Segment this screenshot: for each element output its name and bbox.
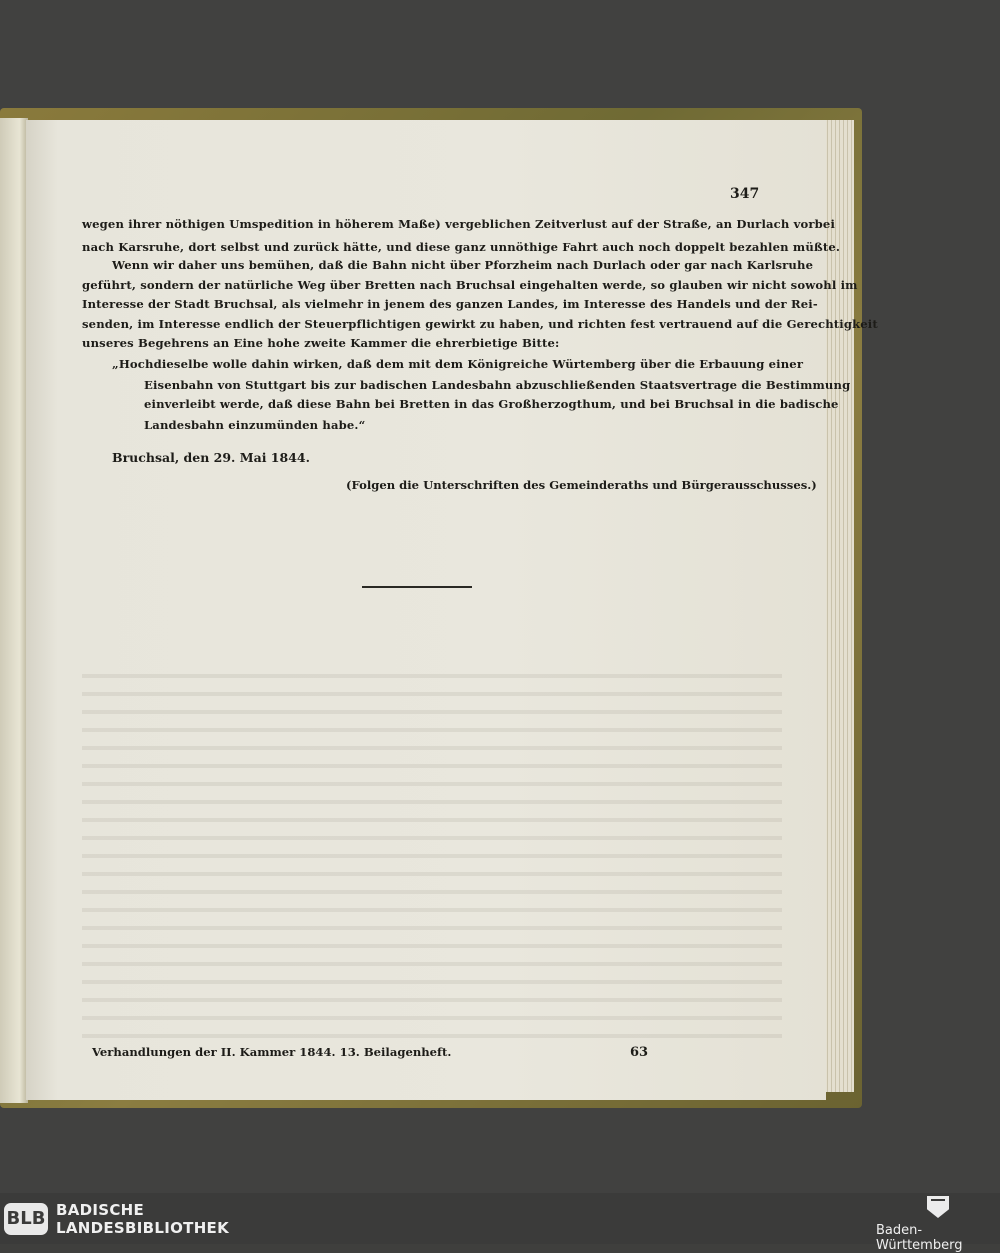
viewer-footer-bar [0,1193,1000,1244]
dateline: Bruchsal, den 29. Mai 1844. [112,450,310,465]
footer-citation: Verhandlungen der II. Kammer 1844. 13. Beilagenheft. [92,1045,452,1059]
signature-note: (Folgen die Unterschriften des Gemeinderaths und Bürgerausschusses.) [346,478,817,492]
region-label: Baden-Württemberg [876,1223,963,1253]
institution-name-line1: BADISCHE [56,1201,145,1219]
petition-line: Eisenbahn von Stuttgart bis zur badischen Landesbahn abzuschließenden Staatsvertrage die Bestimmung [144,378,851,392]
text-line: unseres Begehrens an Eine hohe zweite Kammer die ehrerbietige Bitte: [82,336,560,350]
section-rule [362,586,472,588]
crest-detail-icon [931,1199,945,1213]
text-line: Interesse der Stadt Bruchsal, als vielmehr in jenem des ganzen Landes, im Interesse des Handels und der Rei- [82,297,818,311]
text-line: nach Karsruhe, dort selbst und zurück hätte, und diese ganz unnöthige Fahrt auch noch doppelt bezahlen müßte. [82,240,841,254]
facing-page-edge [0,118,28,1103]
footer-page-number: 63 [630,1045,649,1060]
text-line: Wenn wir daher uns bemühen, daß die Bahn nicht über Pforzheim nach Durlach oder gar nach Karlsruhe [112,258,814,272]
bleed-through-texture [82,660,782,1040]
petition-line: Landesbahn einzumünden habe.“ [144,418,366,432]
petition-line: einverleibt werde, daß diese Bahn bei Bretten in das Großherzogthum, und bei Bruchsal in die badische [144,397,839,411]
text-line: senden, im Interesse endlich der Steuerpflichtigen gewirkt zu haben, und richten fest vertrauend auf die Gerechtigkeit [82,317,878,331]
page-number: 347 [730,186,760,202]
document-page [26,120,878,1100]
institution-name-line2: LANDESBIBLIOTHEK [56,1219,230,1237]
blb-logo[interactable]: BLB [4,1203,48,1235]
text-line: wegen ihrer nöthigen Umspedition in höherem Maße) vergeblichen Zeitverlust auf der Straße, an Durlach vorbei [82,217,835,231]
petition-line: „Hochdieselbe wolle dahin wirken, daß dem mit dem Königreiche Würtemberg über die Erbauung einer [112,357,804,371]
text-line: geführt, sondern der natürliche Weg über Bretten nach Bruchsal eingehalten werde, so glauben wir nicht sowohl im [82,278,858,292]
